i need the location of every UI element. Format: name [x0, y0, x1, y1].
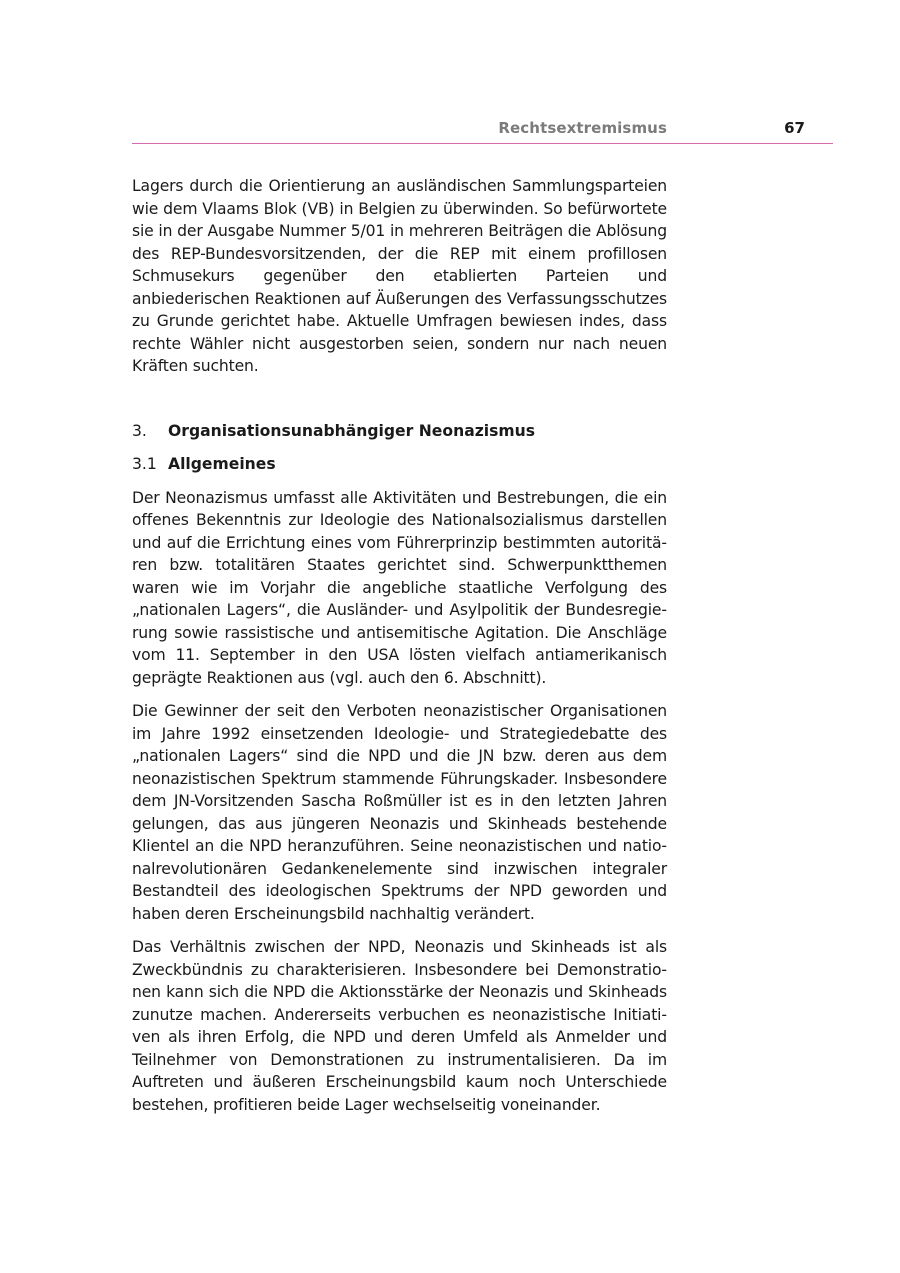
subsection-heading	[132, 453, 667, 476]
subsection-number: 3.1	[132, 455, 157, 473]
page-number: 67	[784, 119, 805, 137]
section-title: Organisationsunabhängiger Neonazismus	[168, 421, 536, 440]
body-paragraph-3: Das Verhältnis zwischen der NPD, Neonazis und Skinheads ist als Zweckbündnis zu charakterisieren. Insbesondere bei Demonstrationen kann sich die NPD die Aktionsstärke der Neonazis und Skinheads zunutze machen. Andererseits verbuchen es neonazistische Initiativen als ihren Erfolg, die NPD und deren Umfeld als Anmelder und Teilnehmer von Demonstrationen zu instrumentalisieren. Da im Auftreten und äußeren Erscheinungsbild kaum noch Unterschiede bestehen, profitieren beide Lager wechselseitig voneinander.	[132, 938, 667, 1114]
page-body	[132, 175, 667, 1116]
subsection-title: Allgemeines	[168, 455, 276, 473]
section-number: 3.	[132, 421, 147, 440]
intro-paragraph: Lagers durch die Orientierung an ausländischen Sammlungsparteien wie dem Vlaams Blok (VB) in Belgien zu überwinden. So befürwortete sie in der Ausgabe Nummer 5/01 in mehreren Beiträgen die Ablösung des REP-Bundesvorsitzenden, der die REP mit einem profillosen Schmusekurs gegenüber den etablierten Parteien und anbiederischen Reaktionen auf Äußerungen des Verfassungsschutzes zu Grunde gerichtet habe. Aktuelle Umfragen bewiesen indes, dass rechte Wähler nicht ausgestorben seien, sondern nur nach neuen Kräften suchten.	[132, 177, 667, 375]
section-heading	[132, 420, 667, 443]
running-header	[132, 117, 833, 144]
running-title: Rechtsextremismus	[498, 119, 667, 137]
body-paragraph-2: Die Gewinner der seit den Verboten neonazistischer Organisationen im Jahre 1992 einsetzenden Ideologie- und Strategiedebatte des „nationalen Lagers“ sind die NPD und die JN bzw. deren aus dem neonazistischen Spektrum stammende Führungskader. Insbesondere dem JN-Vorsitzenden Sascha Roßmüller ist es in den letzten Jahren gelungen, das aus jüngeren Neonazis und Skinheads bestehende Klientel an die NPD heranzuführen. Seine neonazistischen und nationalrevolutionären Gedankenelemente sind inzwischen integraler Bestandteil des ideologischen Spektrums der NPD geworden und haben deren Erscheinungsbild nachhaltig verändert.	[132, 702, 667, 923]
body-paragraph-1: Der Neonazismus umfasst alle Aktivitäten und Bestrebungen, die ein offenes Bekenntnis zur Ideologie des Nationalsozialismus darstellen und auf die Errichtung eines vom Führerprinzip bestimmten autoritären bzw. totalitären Staates gerichtet sind. Schwerpunktthemen waren wie im Vorjahr die angebliche staatliche Verfolgung des „nationalen Lagers“, die Ausländer- und Asylpolitik der Bundesregierung sowie rassistische und antisemitische Agitation. Die Anschläge vom 11. September in den USA lösten vielfach antiamerikanisch geprägte Reaktionen aus (vgl. auch den 6. Abschnitt).	[132, 488, 667, 687]
